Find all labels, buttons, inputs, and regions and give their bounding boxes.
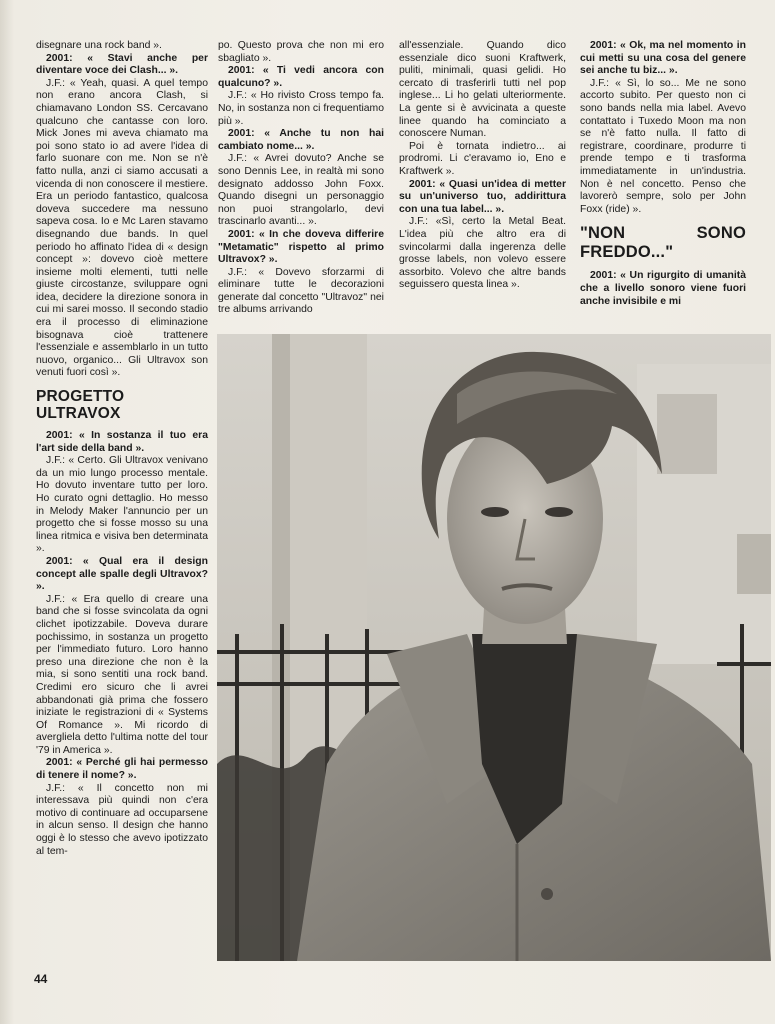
question: 2001: « Anche tu non hai cambiato nome... ». bbox=[218, 128, 384, 152]
paragraph: Poi è tornata indietro... ai prodromi. Li c'eravamo io, Eno e Kraftwerk ». bbox=[399, 140, 566, 177]
text-column-1 bbox=[36, 40, 208, 858]
question: 2001: « In che doveva differire "Metamatic" rispetto al primo Ultravox? ». bbox=[218, 228, 384, 266]
portrait-photo bbox=[217, 334, 771, 961]
question: 2001: « Ok, ma nel momento in cui metti su una cosa del genere sei anche tu biz... ». bbox=[580, 40, 746, 77]
question: 2001: « Un rigurgito di umanità che a livello sonoro viene fuori anche invisibile e mi bbox=[580, 270, 746, 307]
answer: J.F.: « Yeah, quasi. A quel tempo non erano ancora Clash, si chiamavano London SS. Cercavano qualcuno che cantasse con loro. Mick Jones mi aveva chiamato ma poi sono stato io ad avere l'idea di farlo suonare con me. Non se n'è fatto nulla, anzi ci siamo accusati a vicenda di non conoscere il mestiere. Era un periodo fantastico, qualcosa doveva succedere ma nessuno sapeva cosa. Io e Mc Laren stavamo disegnando due bands. In quel periodo ho affinato l'idea di « design concept »: dovevo cioè mettere insieme molti elementi, tutti nelle giuste circostanze, sviluppare ogni idea, decidere la direzione sonora in cui mi sarei mosso. Il secondo stadio era il processo di eliminazione bisognava cioè trattenere l'essenziale e assemblarlo in un tutto nuovo, organico... Gli Ultravox son venuti fuori così ». bbox=[36, 77, 208, 379]
text-column-2 bbox=[218, 40, 384, 317]
paragraph: disegnare una rock band ». bbox=[36, 40, 162, 51]
question: 2001: « Quasi un'idea di metter su un'universo tuo, addirittura con una tua label... ». bbox=[399, 178, 566, 215]
text-column-3 bbox=[399, 40, 566, 292]
answer: J.F.: « Ho rivisto Cross tempo fa. No, in sostanza non ci frequentiamo più ». bbox=[218, 90, 384, 127]
text-column-4 bbox=[580, 40, 746, 308]
paragraph: po. Questo prova che non mi ero sbagliato ». bbox=[218, 40, 384, 64]
answer: J.F.: « Avrei dovuto? Anche se sono Dennis Lee, in realtà mi sono designato addosso John Foxx. Quando disegni un personaggio non puoi strangolarlo, devi trascinarlo avanti... ». bbox=[218, 153, 384, 228]
paragraph: all'essenziale. Quando dico essenziale dico suoni Kraftwerk, puliti, minimali, quasi gelidi. Ho cercato di trasferirli tutti nel pop inglese... Li ho gelati ulteriormente. La gente si è avvicinata a queste linee quando ha cominciato a conoscere Numan. bbox=[399, 40, 566, 140]
question: 2001: « Qual era il design concept alle spalle degli Ultravox? ». bbox=[36, 555, 208, 593]
section-heading: PROGETTO ULTRAVOX bbox=[36, 388, 125, 423]
question: 2001: « In sostanza il tuo era l'art side della band ». bbox=[36, 430, 208, 454]
answer: J.F.: « Sì, lo so... Me ne sono accorto subito. Per questo non ci sono bands nella mia label. Avevo contattato i Tuxedo Moon ma non se n'è fatto nulla. Il fatto di registrare, coordinare, produrre ti prende tempo e ti trasforma immediatamente in un'industria. Non è nel concetto. Penso che lavorerò sempre, solo per John Foxx (ride) ». bbox=[580, 77, 746, 215]
question: 2001: « Perché gli hai permesso di tenere il nome? ». bbox=[36, 757, 208, 782]
portrait-photo-icon bbox=[217, 334, 771, 961]
answer: J.F.: « Dovevo sforzarmi di eliminare tutte le decorazioni generate dal concetto "Ultravoz" nei tre albums arrivando bbox=[218, 266, 384, 316]
answer: J.F.: « Il concetto non mi interessava più quindi non c'era motivo di continuare ad occuparsene in alcun senso. Il design che hanno oggi è lo stesso che avevo ipotizzato al tem- bbox=[36, 782, 208, 857]
question: 2001: « Stavi anche per diventare voce dei Clash... ». bbox=[36, 52, 208, 77]
answer: J.F.: « Era quello di creare una band che si fosse svincolata da ogni clichet ipotizzabile. Doveva durare pochissimo, in sostanza un progetto per l'immediato futuro. Loro hanno preso una direzione che non è la mia, si sono sentiti una rock band. Credimi ero sicuro che li avrei abbandonati già prima che fossero iniziate le registrazioni di « Systems Of Romance ». Mi ricordo di avergliela detto l'ultima notte del tour '79 in America ». bbox=[36, 593, 208, 756]
question: 2001: « Ti vedi ancora con qualcuno? ». bbox=[218, 65, 384, 89]
section-heading: "NON SONO FREDDO..." bbox=[580, 224, 746, 262]
answer: J.F.: «Sì, certo la Metal Beat. L'idea più che altro era di svincolarmi dalla ingerenza delle grosse labels, non volevo essere assorbito. Volevo che altre bands seguissero questa linea ». bbox=[399, 216, 566, 291]
answer: J.F.: « Certo. Gli Ultravox venivano da un mio lungo processo mentale. Ho dovuto inventare tutto per loro. Ho curato ogni dettaglio. Ho messo in Melody Maker l'annuncio per un progetto che si fosse mosso su una linea ritmica e visiva ben determinata ». bbox=[36, 455, 208, 555]
page-number: 44 bbox=[34, 972, 48, 986]
